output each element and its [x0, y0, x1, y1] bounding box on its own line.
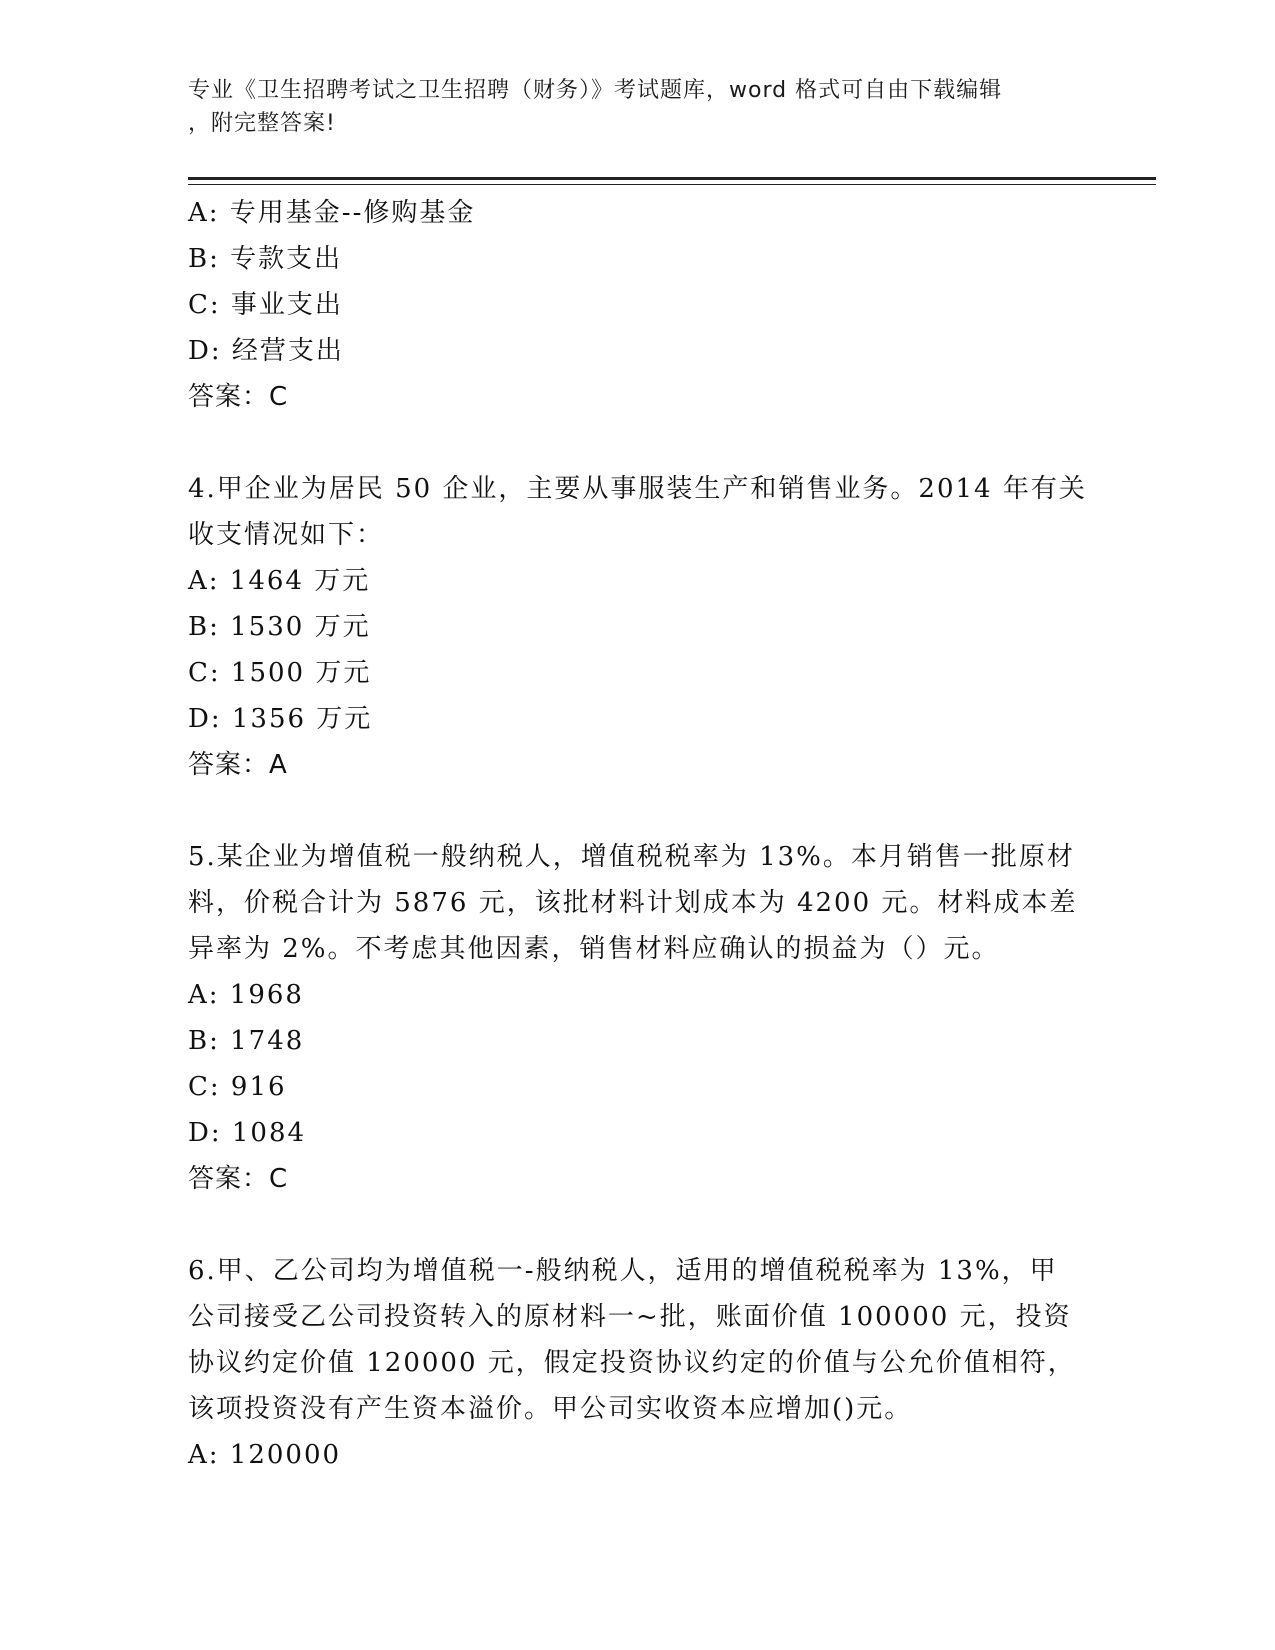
question-text-line: 6.甲、乙公司均为增值税一-般纳税人，适用的增值税税率为 13%，甲 [188, 1256, 1058, 1286]
header-rule-thick [188, 177, 1156, 180]
option-a: A: 专用基金--修购基金 [188, 198, 476, 228]
question-text-line: 协议约定价值 120000 元，假定投资协议约定的价值与公允价值相符， [188, 1348, 1076, 1378]
option-b: B: 专款支出 [188, 244, 343, 274]
option-b: B: 1748 [188, 1026, 305, 1056]
question-text-line: 公司接受乙公司投资转入的原材料一~批，账面价值 100000 元，投资 [188, 1302, 1072, 1332]
option-d: D: 1084 [188, 1118, 307, 1148]
document-header [188, 74, 1068, 140]
question-4 [188, 466, 1088, 788]
question-3 [188, 190, 1088, 420]
answer: 答案：C [188, 382, 289, 412]
question-text-line: 料，价税合计为 5876 元，该批材料计划成本为 4200 元。材料成本差 [188, 888, 1078, 918]
option-d: D: 1356 万元 [188, 704, 373, 734]
option-c: C: 事业支出 [188, 290, 343, 320]
question-text-line: 该项投资没有产生资本溢价。甲公司实收资本应增加()元。 [188, 1394, 913, 1424]
question-text-line: 收支情况如下： [188, 520, 385, 550]
option-b: B: 1530 万元 [188, 612, 371, 642]
header-line-1: 专业《卫生招聘考试之卫生招聘（财务）》考试题库，word 格式可自由下载编辑 [188, 78, 1003, 103]
question-text-line: 5.某企业为增值税一般纳税人，增值税税率为 13%。本月销售一批原材 [188, 842, 1075, 872]
question-text-line: 异率为 2%。不考虑其他因素，销售材料应确认的损益为（）元。 [188, 934, 1000, 964]
question-5 [188, 834, 1088, 1202]
question-text-line: 4.甲企业为居民 50 企业，主要从事服装生产和销售业务。2014 年有关 [188, 474, 1087, 504]
option-d: D: 经营支出 [188, 336, 344, 366]
answer: 答案：A [188, 750, 288, 780]
option-a: A: 120000 [188, 1440, 342, 1470]
option-c: C: 1500 万元 [188, 658, 372, 688]
header-rule-thin [188, 184, 1156, 185]
question-6 [188, 1248, 1088, 1478]
option-c: C: 916 [188, 1072, 287, 1102]
option-a: A: 1968 [188, 980, 304, 1010]
document-body [188, 190, 1088, 1478]
answer: 答案：C [188, 1164, 289, 1194]
option-a: A: 1464 万元 [188, 566, 371, 596]
header-line-2: ，附完整答案! [188, 111, 336, 136]
